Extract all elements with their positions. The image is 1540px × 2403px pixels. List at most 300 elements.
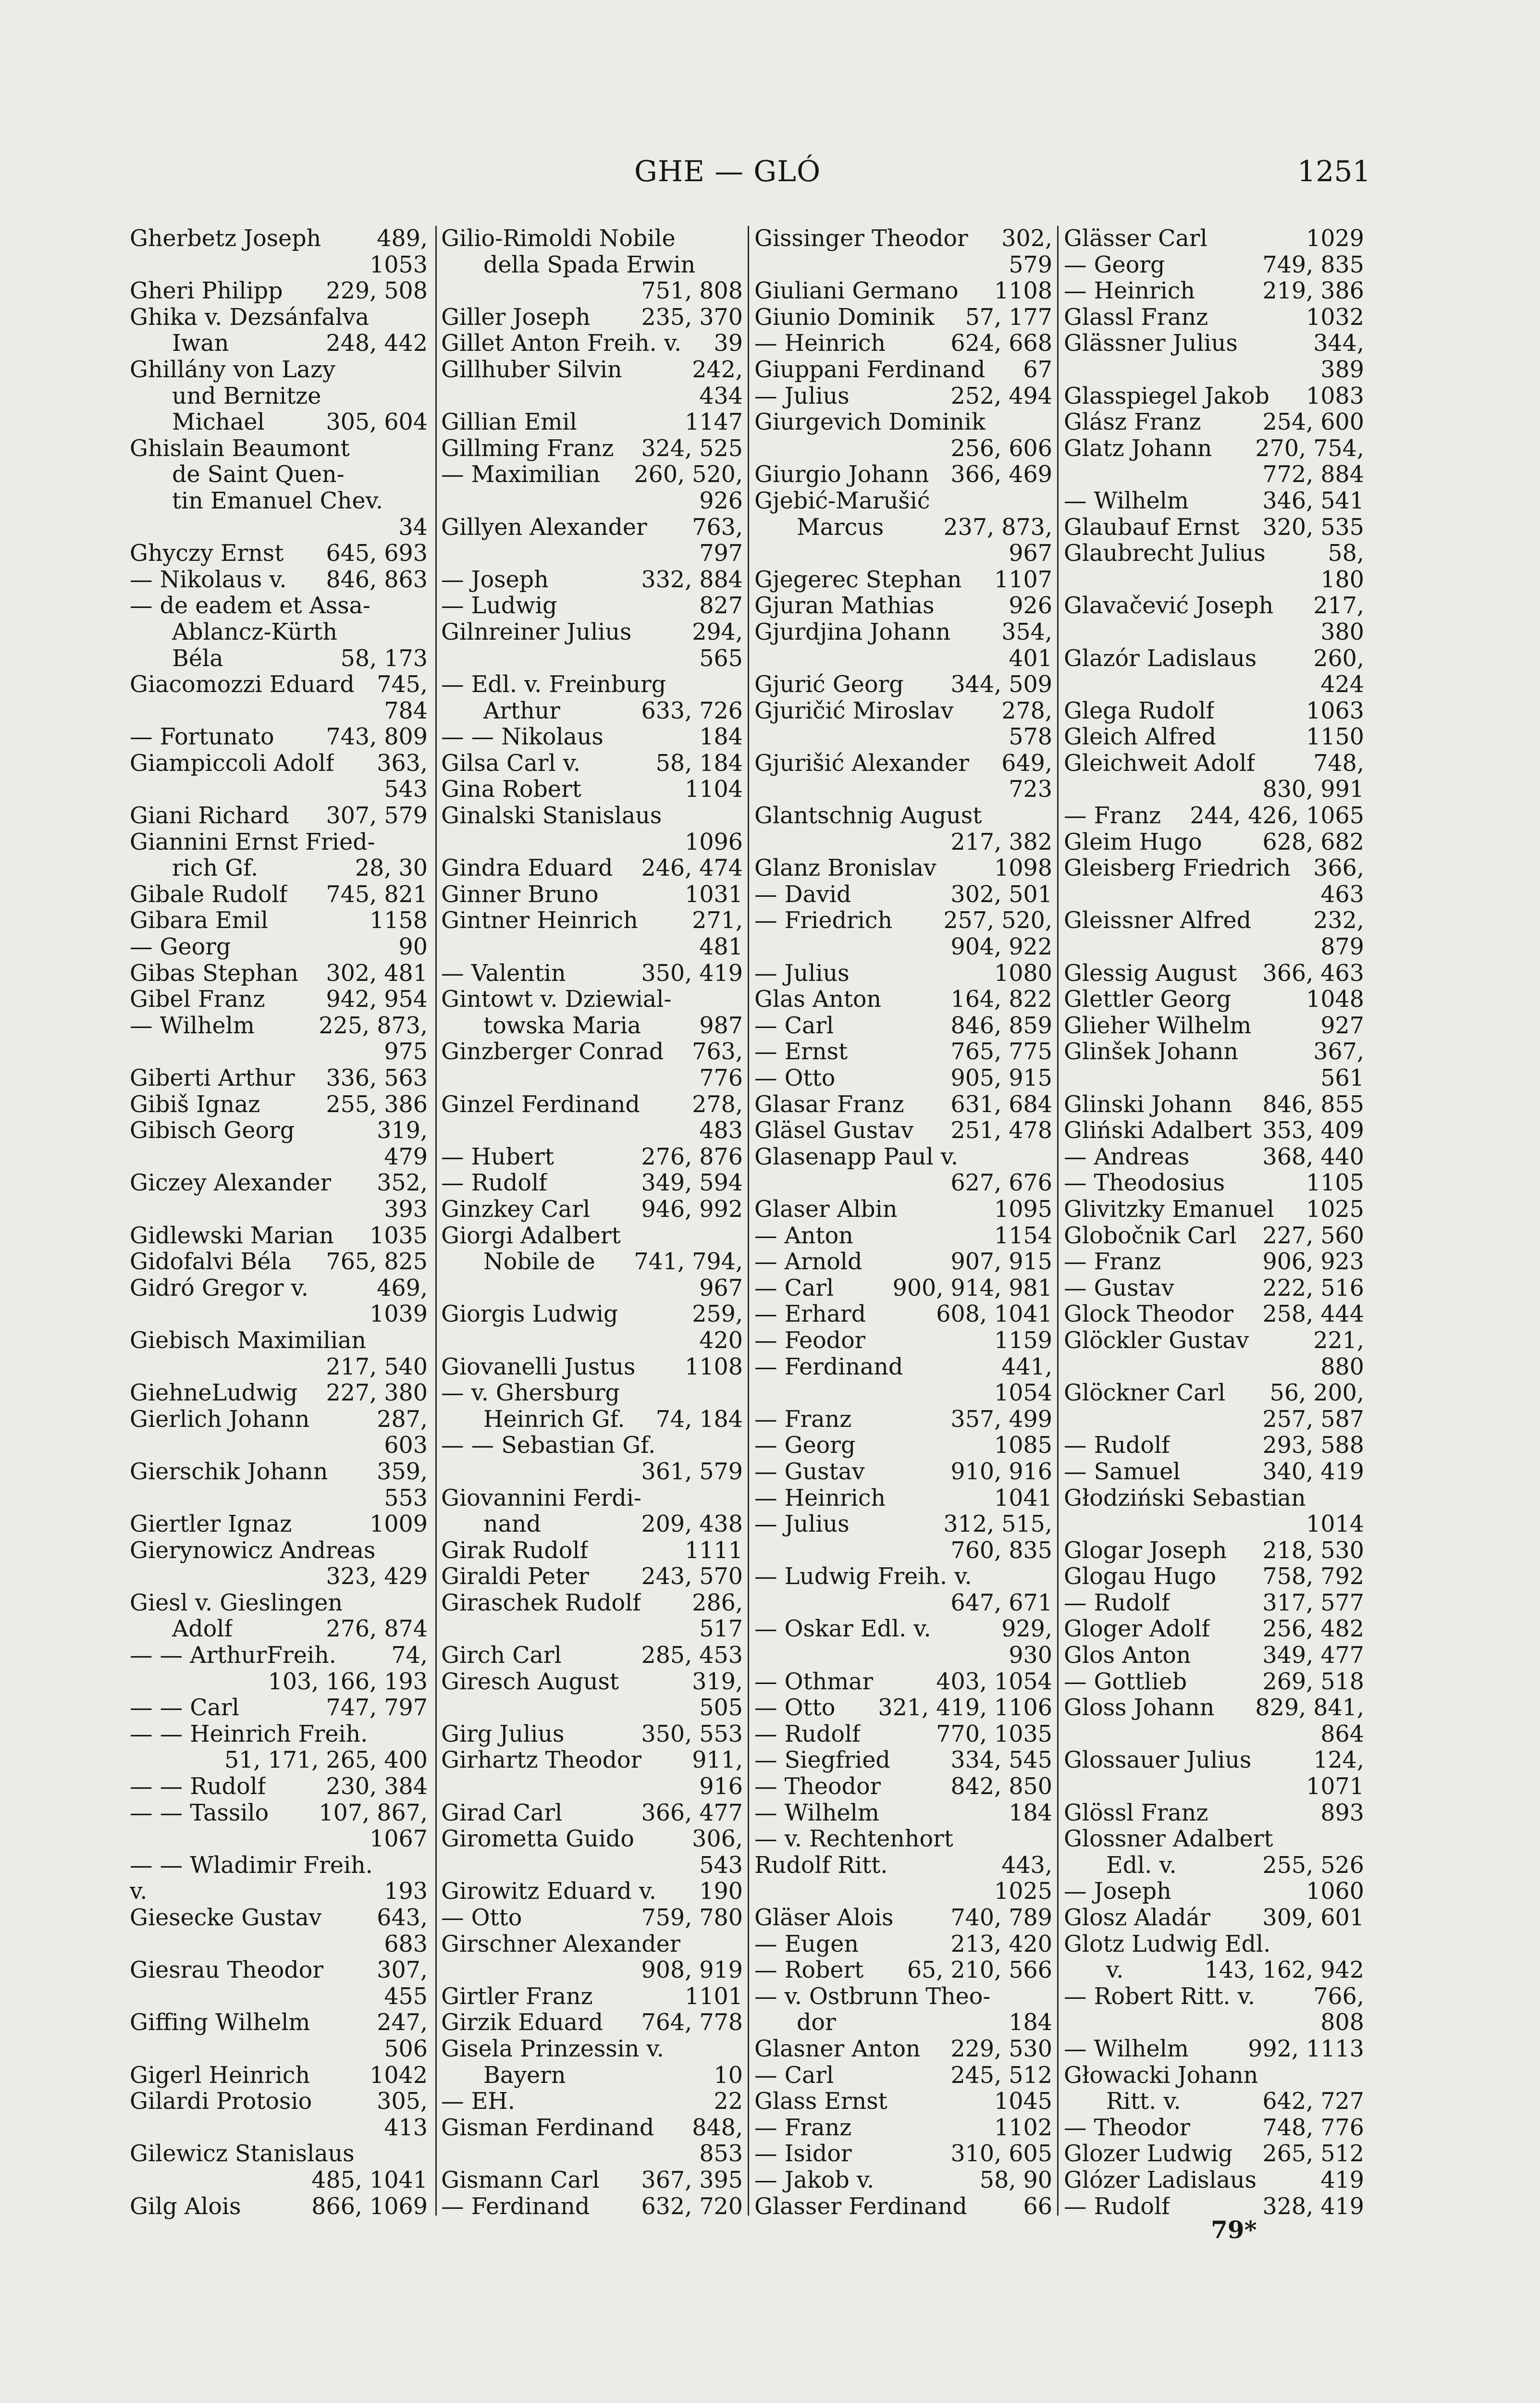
index-entry — [441, 1301, 743, 1328]
index-entry — [130, 1669, 428, 1696]
entry-name: Gibas Stephan — [130, 960, 298, 987]
entry-name: Głowacki Johann — [1064, 2062, 1258, 2089]
entry-name: della Spada Erwin — [483, 252, 696, 278]
entry-pages: 645, 693 — [326, 541, 428, 567]
index-entry — [130, 1144, 428, 1171]
entry-name: — — Rudolf — [130, 1774, 266, 1800]
entry-pages: 649, — [1001, 750, 1052, 777]
entry-pages: 184 — [1009, 1800, 1052, 1826]
entry-pages: 310, 605 — [950, 2141, 1052, 2168]
index-entry — [1064, 1616, 1364, 1643]
entry-pages: 1071 — [1306, 1774, 1364, 1800]
index-entry — [441, 724, 743, 751]
entry-name: Gibisch Georg — [130, 1118, 295, 1144]
index-entry — [754, 331, 1052, 357]
entry-name: Gloger Adolf — [1064, 1616, 1210, 1643]
entry-name: Giuppani Ferdinand — [754, 357, 986, 383]
index-entry — [1064, 1459, 1364, 1486]
entry-name: Glasspiegel Jakob — [1064, 383, 1269, 409]
entry-name: Glässner Julius — [1064, 331, 1238, 357]
entry-pages: 344, — [1313, 331, 1364, 357]
entry-name: Giovanelli Justus — [441, 1354, 636, 1380]
index-entry — [441, 1826, 743, 1853]
index-entry — [754, 646, 1052, 672]
entry-name: — — Wladimir Freih. — [130, 1852, 373, 1879]
index-entry — [1064, 882, 1364, 908]
entry-pages: 58, 90 — [979, 2167, 1052, 2193]
entry-name: Giannini Ernst Fried- — [130, 829, 375, 855]
entry-name: Ginzkey Carl — [441, 1196, 591, 1223]
entry-name: Giller Joseph — [441, 304, 591, 331]
entry-pages: 366, — [1313, 855, 1364, 882]
entry-name: Girometta Guido — [441, 1826, 634, 1853]
entry-name: Gleim Hugo — [1064, 829, 1202, 855]
entry-pages — [424, 1538, 428, 1564]
entry-name: Glasner Anton — [754, 2036, 921, 2062]
entry-pages: 443, — [1001, 1852, 1052, 1879]
index-entry — [1064, 252, 1364, 279]
entry-pages: 312, 515, — [943, 1511, 1052, 1538]
index-entry — [130, 934, 428, 961]
entry-pages: 56, 200, — [1269, 1380, 1364, 1407]
entry-pages: 946, 992 — [641, 1196, 743, 1223]
entry-name: Glöckner Carl — [1064, 1380, 1226, 1407]
entry-pages — [424, 830, 428, 856]
entry-pages: 1101 — [685, 1983, 743, 2010]
entry-pages: 1107 — [994, 567, 1052, 593]
entry-pages: 184 — [1009, 2010, 1052, 2036]
index-entry — [1064, 541, 1364, 567]
index-entry — [754, 1538, 1052, 1564]
index-entry — [130, 1170, 428, 1197]
entry-name: — Rudolf — [754, 1721, 861, 1747]
entry-name: Gigerl Heinrich — [130, 2062, 310, 2089]
entry-pages: 1039 — [370, 1301, 428, 1328]
index-entry — [754, 961, 1052, 987]
entry-pages: 766, — [1313, 1983, 1364, 2010]
entry-pages: 1085 — [994, 1433, 1052, 1459]
entry-pages: 907, 915 — [950, 1249, 1052, 1276]
entry-pages — [424, 2141, 428, 2168]
index-entry — [130, 1826, 428, 1853]
entry-pages: 485, 1041 — [311, 2167, 428, 2193]
entry-pages: 578 — [1009, 724, 1052, 751]
entry-pages: 230, 384 — [326, 1774, 428, 1800]
index-entry — [1064, 1932, 1364, 1958]
index-entry — [441, 987, 743, 1013]
entry-name: v. — [130, 1879, 148, 1905]
entry-pages: 74, — [391, 1643, 428, 1669]
entry-name: tin Emanuel Chev. — [172, 488, 383, 514]
index-entry — [1064, 1065, 1364, 1092]
index-entry — [754, 1065, 1052, 1092]
entry-pages: 758, 792 — [1262, 1564, 1364, 1590]
index-entry — [441, 2036, 743, 2063]
entry-name: Ablancz-Kürth — [172, 619, 337, 645]
index-entry — [754, 1564, 1052, 1590]
index-entry — [441, 2168, 743, 2194]
entry-pages: 1154 — [994, 1223, 1052, 1249]
index-entry — [130, 1380, 428, 1407]
entry-pages: 829, 841, — [1255, 1695, 1364, 1722]
index-entry — [130, 1538, 428, 1564]
index-entry — [441, 2089, 743, 2115]
entry-pages: 361, 579 — [641, 1459, 743, 1485]
entry-pages — [1360, 1932, 1364, 1958]
index-entry — [1064, 1380, 1364, 1407]
index-entry — [754, 777, 1052, 803]
index-entry — [1064, 1879, 1364, 1905]
entry-pages: 22 — [714, 2089, 743, 2115]
entry-pages: 420 — [699, 1327, 743, 1354]
entry-name: Glaubrecht Julius — [1064, 541, 1266, 567]
entry-name: — Wilhelm — [130, 1013, 255, 1039]
entry-pages: 401 — [1009, 645, 1052, 672]
index-entry — [441, 961, 743, 987]
entry-name: — Joseph — [1064, 1879, 1171, 1905]
entry-pages: 916 — [699, 1774, 743, 1800]
entry-name: — Rudolf — [1064, 2193, 1170, 2220]
index-entry — [1064, 1486, 1364, 1512]
index-entry — [441, 1249, 743, 1276]
index-entry — [754, 1747, 1052, 1774]
index-entry — [754, 1774, 1052, 1800]
entry-pages: 1108 — [994, 278, 1052, 305]
entry-pages: 257, 520, — [943, 908, 1052, 934]
entry-name: dor — [797, 2010, 836, 2036]
entry-name: Gjebić-Marušić — [754, 488, 930, 514]
entry-name: Glieher Wilhelm — [1064, 1013, 1252, 1039]
index-entry — [441, 1747, 743, 1774]
entry-pages: 321, 419, 1106 — [878, 1695, 1052, 1722]
entry-pages: 565 — [699, 645, 743, 672]
entry-name: Ginner Bruno — [441, 881, 599, 908]
entry-pages: 553 — [384, 1485, 428, 1511]
entry-name: Girch Carl — [441, 1643, 562, 1669]
index-entry — [130, 1564, 428, 1590]
index-entry — [1064, 1276, 1364, 1302]
entry-name: Gibale Rudolf — [130, 881, 288, 908]
index-entry — [1064, 855, 1364, 882]
entry-name: Gherbetz Joseph — [130, 226, 321, 252]
entry-pages — [739, 803, 743, 830]
entry-pages: 218, 530 — [1262, 1537, 1364, 1564]
index-entry — [130, 803, 428, 830]
index-entry — [1064, 409, 1364, 436]
index-entry — [754, 1643, 1052, 1669]
entry-pages: 745, 821 — [326, 881, 428, 908]
entry-pages: 1150 — [1306, 724, 1364, 751]
entry-pages: 926 — [1009, 593, 1052, 619]
index-entry — [441, 488, 743, 515]
index-entry — [754, 1879, 1052, 1905]
index-entry — [130, 1407, 428, 1433]
index-entry — [130, 593, 428, 619]
entry-name: — Hubert — [441, 1144, 554, 1170]
index-entry — [130, 1747, 428, 1774]
index-entry — [1064, 2141, 1364, 2168]
entry-name: Gillian Emil — [441, 409, 577, 436]
entry-pages: 642, 727 — [1262, 2089, 1364, 2115]
index-entry — [1064, 908, 1364, 934]
index-entry — [754, 1669, 1052, 1696]
entry-name: — Gustav — [1064, 1275, 1174, 1301]
entry-pages: 905, 915 — [950, 1065, 1052, 1091]
index-column-1 — [130, 226, 428, 2225]
index-entry — [754, 2194, 1052, 2220]
entry-pages: 764, 778 — [641, 2010, 743, 2036]
index-entry — [754, 803, 1052, 830]
entry-pages: 225, 873, — [319, 1013, 428, 1039]
entry-pages: 992, 1113 — [1248, 2036, 1364, 2062]
entry-pages: 229, 508 — [326, 278, 428, 305]
entry-name: Gierynowicz Andreas — [130, 1537, 376, 1564]
entry-pages: 193 — [384, 1879, 428, 1905]
index-entry — [441, 1380, 743, 1407]
index-entry — [441, 384, 743, 410]
index-entry — [130, 567, 428, 594]
index-entry — [441, 698, 743, 725]
index-entry — [754, 278, 1052, 305]
entry-name: Glessig August — [1064, 960, 1237, 987]
entry-name: Ghyczy Ernst — [130, 541, 284, 567]
entry-pages: 270, 754, — [1255, 435, 1364, 462]
index-entry — [441, 357, 743, 384]
index-entry — [754, 2089, 1052, 2115]
entry-pages: 255, 526 — [1262, 1852, 1364, 1879]
entry-pages: 302, 501 — [950, 881, 1052, 908]
entry-name: Gina Robert — [441, 777, 581, 803]
entry-pages: 1042 — [370, 2062, 428, 2089]
index-entry — [1064, 1722, 1364, 1748]
index-entry — [1064, 1957, 1364, 1984]
entry-name: Gläsel Gustav — [754, 1118, 914, 1144]
entry-pages: 271, — [692, 908, 743, 934]
index-entry — [441, 1590, 743, 1617]
entry-name: Glazór Ladislaus — [1064, 645, 1257, 672]
entry-pages: 65, 210, 566 — [907, 1957, 1052, 1984]
entry-pages: 830, 991 — [1262, 777, 1364, 803]
entry-pages — [1048, 803, 1052, 830]
entry-pages: 90 — [398, 934, 428, 961]
entry-pages: 1096 — [685, 829, 743, 855]
index-entry — [1064, 1853, 1364, 1879]
entry-name: — Ferdinand — [754, 1354, 903, 1380]
index-entry — [1064, 1407, 1364, 1433]
entry-pages: 1108 — [685, 1354, 743, 1380]
entry-pages — [424, 1328, 428, 1354]
entry-pages: 1095 — [994, 1196, 1052, 1223]
entry-pages: 336, 563 — [326, 1065, 428, 1091]
index-entry — [130, 488, 428, 515]
entry-pages: 1029 — [1306, 226, 1364, 252]
index-entry — [441, 751, 743, 777]
index-entry — [441, 1223, 743, 1250]
entry-pages: 908, 919 — [641, 1957, 743, 1984]
index-entry — [1064, 1538, 1364, 1564]
index-entry — [130, 1853, 428, 1879]
index-entry — [441, 593, 743, 619]
entry-name: Glasar Franz — [754, 1091, 904, 1118]
entry-pages: 222, 516 — [1262, 1275, 1364, 1301]
entry-pages — [1048, 1144, 1052, 1171]
entry-pages: 1025 — [994, 1879, 1052, 1905]
index-entry — [130, 1065, 428, 1092]
signature-mark: 79* — [1211, 2216, 1257, 2244]
index-entry — [441, 1486, 743, 1512]
entry-pages: 1035 — [370, 1223, 428, 1249]
entry-name: Ginzel Ferdinand — [441, 1091, 640, 1118]
entry-pages: 217, 540 — [326, 1354, 428, 1380]
entry-name: Glasser Ferdinand — [754, 2193, 967, 2220]
entry-pages: 302, 481 — [326, 960, 428, 987]
entry-pages: 229, 530 — [950, 2036, 1052, 2062]
entry-pages: 760, 835 — [950, 1537, 1052, 1564]
index-entry — [441, 803, 743, 830]
entry-name: — Georg — [130, 934, 231, 961]
entry-name: Glogar Joseph — [1064, 1537, 1227, 1564]
entry-name: Giraldi Peter — [441, 1564, 589, 1590]
entry-name: — Robert — [754, 1957, 864, 1984]
entry-pages: 257, 587 — [1262, 1406, 1364, 1433]
index-entry — [1064, 226, 1364, 252]
entry-name: — Oskar Edl. v. — [754, 1616, 931, 1643]
index-entry — [1064, 1800, 1364, 1827]
index-entry — [754, 1354, 1052, 1381]
index-entry — [754, 1984, 1052, 2010]
entry-pages: 842, 850 — [950, 1774, 1052, 1800]
entry-pages: 302, — [1001, 226, 1052, 252]
index-entry — [1064, 2036, 1364, 2063]
index-entry — [441, 1065, 743, 1092]
index-entry — [1064, 1826, 1364, 1853]
entry-name: Giertler Ignaz — [130, 1511, 292, 1538]
index-entry — [1064, 1013, 1364, 1040]
entry-pages: 251, 478 — [950, 1118, 1052, 1144]
index-entry — [754, 724, 1052, 751]
entry-pages: 10 — [714, 2062, 743, 2089]
index-entry — [1064, 2010, 1364, 2036]
entry-pages: 632, 720 — [641, 2193, 743, 2220]
entry-name: — — Nikolaus — [441, 724, 604, 751]
entry-pages: 906, 923 — [1262, 1249, 1364, 1276]
entry-pages: 246, 474 — [641, 855, 743, 882]
entry-pages: 1063 — [1306, 698, 1364, 724]
index-entry — [130, 1984, 428, 2010]
entry-name: Girak Rudolf — [441, 1537, 589, 1564]
entry-pages: 776 — [699, 1065, 743, 1091]
entry-pages: 631, 684 — [950, 1091, 1052, 1118]
entry-name: Girschner Alexander — [441, 1931, 681, 1957]
entry-name: Gleich Alfred — [1064, 724, 1217, 751]
entry-name: — Isidor — [754, 2141, 852, 2168]
entry-pages: 260, — [1313, 645, 1364, 672]
entry-name: — — ArthurFreih. — [130, 1643, 336, 1669]
index-entry — [754, 593, 1052, 619]
entry-pages: 419 — [1320, 2167, 1364, 2193]
column-rule — [1057, 226, 1059, 2216]
entry-name: Giuliani Germano — [754, 278, 959, 305]
entry-pages: 221, — [1313, 1327, 1364, 1354]
entry-name: Glinšek Johann — [1064, 1039, 1239, 1065]
index-entry — [441, 1459, 743, 1486]
entry-pages: 740, 789 — [950, 1905, 1052, 1931]
entry-pages: 319, — [377, 1118, 428, 1144]
index-entry — [1064, 278, 1364, 305]
index-entry — [441, 1407, 743, 1433]
index-entry — [754, 1039, 1052, 1065]
entry-pages — [424, 619, 428, 646]
index-entry — [1064, 1144, 1364, 1171]
entry-pages: 124, — [1313, 1747, 1364, 1774]
entry-pages: 759, 780 — [641, 1905, 743, 1931]
entry-pages: 352, — [377, 1170, 428, 1197]
entry-pages: 353, 409 — [1262, 1118, 1364, 1144]
entry-pages: 349, 477 — [1262, 1643, 1364, 1669]
index-entry — [441, 1905, 743, 1932]
index-entry — [130, 1486, 428, 1512]
entry-name: — Julius — [754, 1511, 850, 1538]
index-entry — [130, 1459, 428, 1486]
entry-name: Giorgi Adalbert — [441, 1223, 621, 1249]
entry-name: — Othmar — [754, 1669, 874, 1695]
index-entry — [441, 777, 743, 803]
entry-pages — [424, 384, 428, 410]
entry-pages: 929, — [1001, 1616, 1052, 1643]
entry-pages: 180 — [1320, 567, 1364, 593]
entry-pages: 217, 382 — [950, 829, 1052, 855]
index-entry — [441, 252, 743, 279]
entry-name: — Maximilian — [441, 462, 601, 488]
entry-pages: 248, 442 — [326, 331, 428, 357]
entry-name: Gibiš Ignaz — [130, 1091, 260, 1118]
index-entry — [441, 462, 743, 488]
page-number: 1251 — [1297, 155, 1371, 188]
entry-pages — [1048, 1984, 1052, 2010]
entry-pages — [1048, 409, 1052, 436]
index-entry — [754, 515, 1052, 541]
entry-name: — Theodor — [754, 1774, 881, 1800]
index-column-2 — [441, 226, 743, 2225]
index-entry — [130, 1695, 428, 1722]
entry-pages: 628, 682 — [1262, 829, 1364, 855]
entry-pages: 74, 184 — [655, 1406, 743, 1433]
index-entry — [1064, 1905, 1364, 1932]
index-entry — [130, 1223, 428, 1250]
entry-pages: 561 — [1320, 1065, 1364, 1091]
index-entry — [130, 1774, 428, 1800]
index-entry — [754, 357, 1052, 384]
entry-name: Arthur — [483, 698, 560, 724]
entry-pages — [739, 1932, 743, 1958]
entry-name: nand — [483, 1511, 541, 1538]
index-column-3 — [754, 226, 1052, 2225]
entry-pages: 323, 429 — [326, 1564, 428, 1590]
entry-name: Gierlich Johann — [130, 1406, 310, 1433]
index-entry — [130, 2063, 428, 2089]
entry-name: Gjegerec Stephan — [754, 567, 962, 593]
entry-pages: 765, 775 — [950, 1039, 1052, 1065]
entry-name: — Gustav — [754, 1459, 865, 1485]
entry-pages: 363, — [377, 750, 428, 777]
index-entry — [1064, 1669, 1364, 1696]
index-entry — [441, 1118, 743, 1144]
entry-name: Giurgevich Dominik — [754, 409, 986, 436]
entry-name: Giresch August — [441, 1669, 619, 1695]
entry-name: Edl. v. — [1106, 1852, 1177, 1879]
entry-name: — Heinrich — [754, 331, 886, 357]
entry-pages: 1102 — [994, 2115, 1052, 2141]
